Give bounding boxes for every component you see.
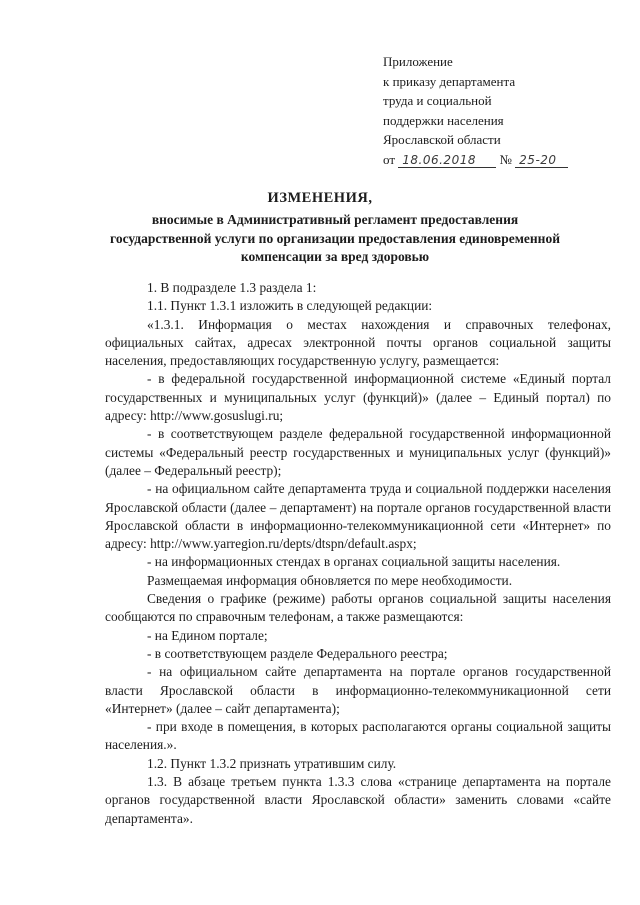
appendix-line: труда и социальной xyxy=(383,93,492,108)
paragraph: 1.1. Пункт 1.3.1 изложить в следующей редакции: xyxy=(147,298,433,314)
number-prefix: № xyxy=(499,151,512,167)
paragraph: «1.3.1. Информация о местах нахождения и справочных телефонах, официальных сайтах, адресах электронной почты органов социальной защиты населения, предоставляющих государственную услугу, размещается: xyxy=(105,316,611,369)
paragraph: - на Едином портале; xyxy=(147,627,268,643)
appendix-line: Ярославской области xyxy=(383,132,501,147)
document-title: ИЗМЕНЕНИЯ, xyxy=(267,190,373,206)
paragraph: - на официальном сайте департамента труда и социальной поддержки населения Ярославской области (далее – департамент) на портале органов государственной власти Ярославской области в информационно-телекоммуникационной сети «Интернет» по адресу: http://www.yarregion.ru/depts/dtspn/default.aspx; xyxy=(105,481,611,552)
paragraph: - в соответствующем разделе Федерального реестра; xyxy=(147,645,448,661)
paragraph: 1.3. В абзаце третьем пункта 1.3.3 слова «странице департамента на портале органов государственной власти Ярославской области» заменить словами «сайте департамента». xyxy=(105,774,611,826)
paragraph: Сведения о графике (режиме) работы органов социальной защиты населения сообщаются по справочным телефонам, а также размещаются: xyxy=(105,591,611,625)
appendix-line: поддержки населения xyxy=(383,112,504,128)
paragraph: 1.2. Пункт 1.3.2 признать утратившим силу. xyxy=(147,755,397,771)
handwritten-number: 25-20 xyxy=(515,153,568,168)
paragraph: - в соответствующем разделе федеральной государственной информационной системы «Федеральный реестр государственных и муниципальных услуг (функций)» (далее – Федеральный реестр); xyxy=(105,426,611,478)
paragraph: - при входе в помещения, в которых располагаются органы социальной защиты населения.». xyxy=(105,719,611,753)
paragraph: Размещаемая информация обновляется по мере необходимости. xyxy=(147,572,513,588)
appendix-line: Приложение xyxy=(383,54,453,69)
document-body xyxy=(105,279,611,828)
document-subtitle: вносимые в Административный регламент предоставления государственной услуги по организации предоставления единовременной компенсации за вред здоровью xyxy=(110,212,560,264)
date-prefix: от xyxy=(383,151,396,167)
paragraph: - на официальном сайте департамента на портале органов государственной власти Ярославской области в информационно-телекоммуникационной сети «Интернет» (далее – сайт департамента); xyxy=(105,664,611,716)
paragraph: 1. В подразделе 1.3 раздела 1: xyxy=(147,280,317,295)
order-date-number xyxy=(383,150,613,170)
appendix-line: к приказу департамента xyxy=(383,73,516,89)
paragraph: - в федеральной государственной информационной системе «Единый портал государственных и муниципальных услуг (функций)» (далее – Единый портал) по адресу: http://www.gosuslugi.ru; xyxy=(105,371,611,424)
handwritten-date: 18.06.2018 xyxy=(398,153,496,168)
appendix-block xyxy=(383,52,613,169)
paragraph: - на информационных стендах в органах социальной защиты населения. xyxy=(147,554,561,570)
